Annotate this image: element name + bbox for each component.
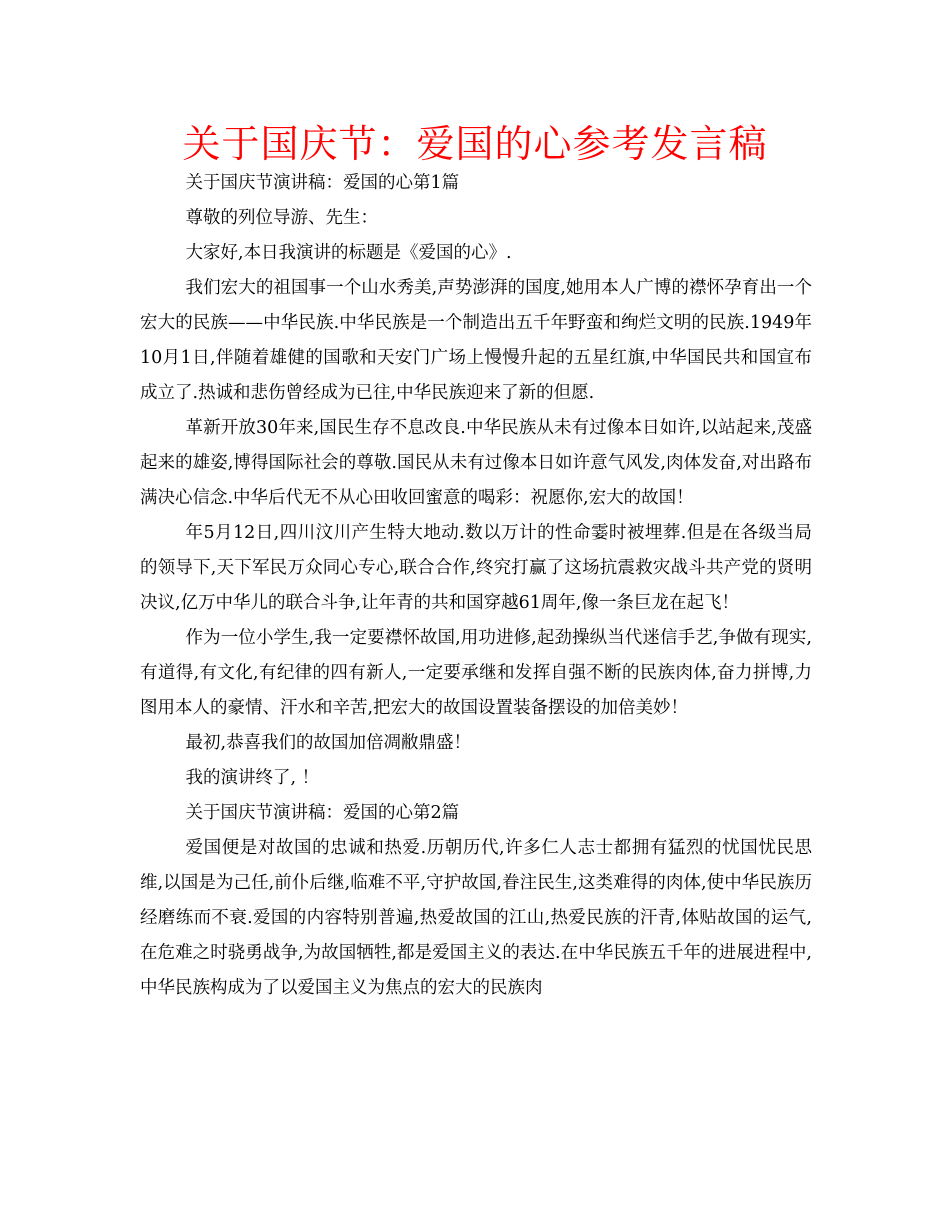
- document-body: [140, 166, 812, 1006]
- paragraph: 爱国便是对故国的忠诚和热爱.历朝历代,许多仁人志士都拥有猛烈的忧国忧民思维,以国是为己任,前仆后继,临难不平,守护故国,眷注民生,这类难得的肉体,使中华民族历经磨练而不衰.爱国的内容特别普遍,热爱故国的江山,热爱民族的汗青,体贴故国的运气,在危难之时骁勇战争,为故国牺牲,都是爱国主义的表达.在中华民族五千年的进展进程中,中华民族构成为了以爱国主义为焦点的宏大的民族肉: [140, 838, 812, 998]
- closing-line: 我的演讲终了, ！: [185, 768, 320, 788]
- paragraph: 作为一位小学生,我一定要襟怀故国,用功进修,起劲操纵当代迷信手艺,争做有现实,有道得,有文化,有纪律的四有新人,一定要承继和发挥自强不断的民族肉体,奋力拼博,力图用本人的豪情、汗水和辛苦,把宏大的故国设置装备摆设的加倍美妙！: [140, 628, 812, 718]
- paragraph: 年5月12日,四川汶川产生特大地动.数以万计的性命霎时被埋葬.但是在各级当局的领导下,天下军民万众同心专心,联合合作,终究打赢了这场抗震救灾战斗共产党的贤明决议,亿万中华儿的联合斗争,让年青的共和国穿越61周年,像一条巨龙在起飞！: [140, 523, 812, 613]
- paragraph: 最初,恭喜我们的故国加倍凋敝鼎盛！: [185, 733, 472, 753]
- greeting: 大家好,本日我演讲的标题是《爱国的心》.: [185, 243, 512, 263]
- salutation: 尊敬的列位导游、先生：: [185, 208, 378, 228]
- paragraph: 我们宏大的祖国事一个山水秀美,声势澎湃的国度,她用本人广博的襟怀孕育出一个宏大的民族——中华民族.中华民族是一个制造出五千年野蛮和绚烂文明的民族.1949年10月1日,伴随着雄健的国歌和天安门广场上慢慢升起的五星红旗,中华国民共和国宣布成立了.热诚和悲伤曾经成为已往,中华民族迎来了新的但愿.: [140, 278, 812, 403]
- document-title: 关于国庆节：爱国的心参考发言稿: [182, 122, 768, 166]
- section-heading-2: 关于国庆节演讲稿：爱国的心第2篇: [185, 803, 460, 823]
- section-heading-1: 关于国庆节演讲稿：爱国的心第1篇: [185, 173, 460, 193]
- paragraph: 革新开放30年来,国民生存不息改良.中华民族从未有过像本日如许,以站起来,茂盛起来的雄姿,博得国际社会的尊敬.国民从未有过像本日如许意气风发,肉体发奋,对出路布满决心信念.中华后代无不从心田收回蜜意的喝彩：祝愿你,宏大的故国！: [140, 418, 812, 508]
